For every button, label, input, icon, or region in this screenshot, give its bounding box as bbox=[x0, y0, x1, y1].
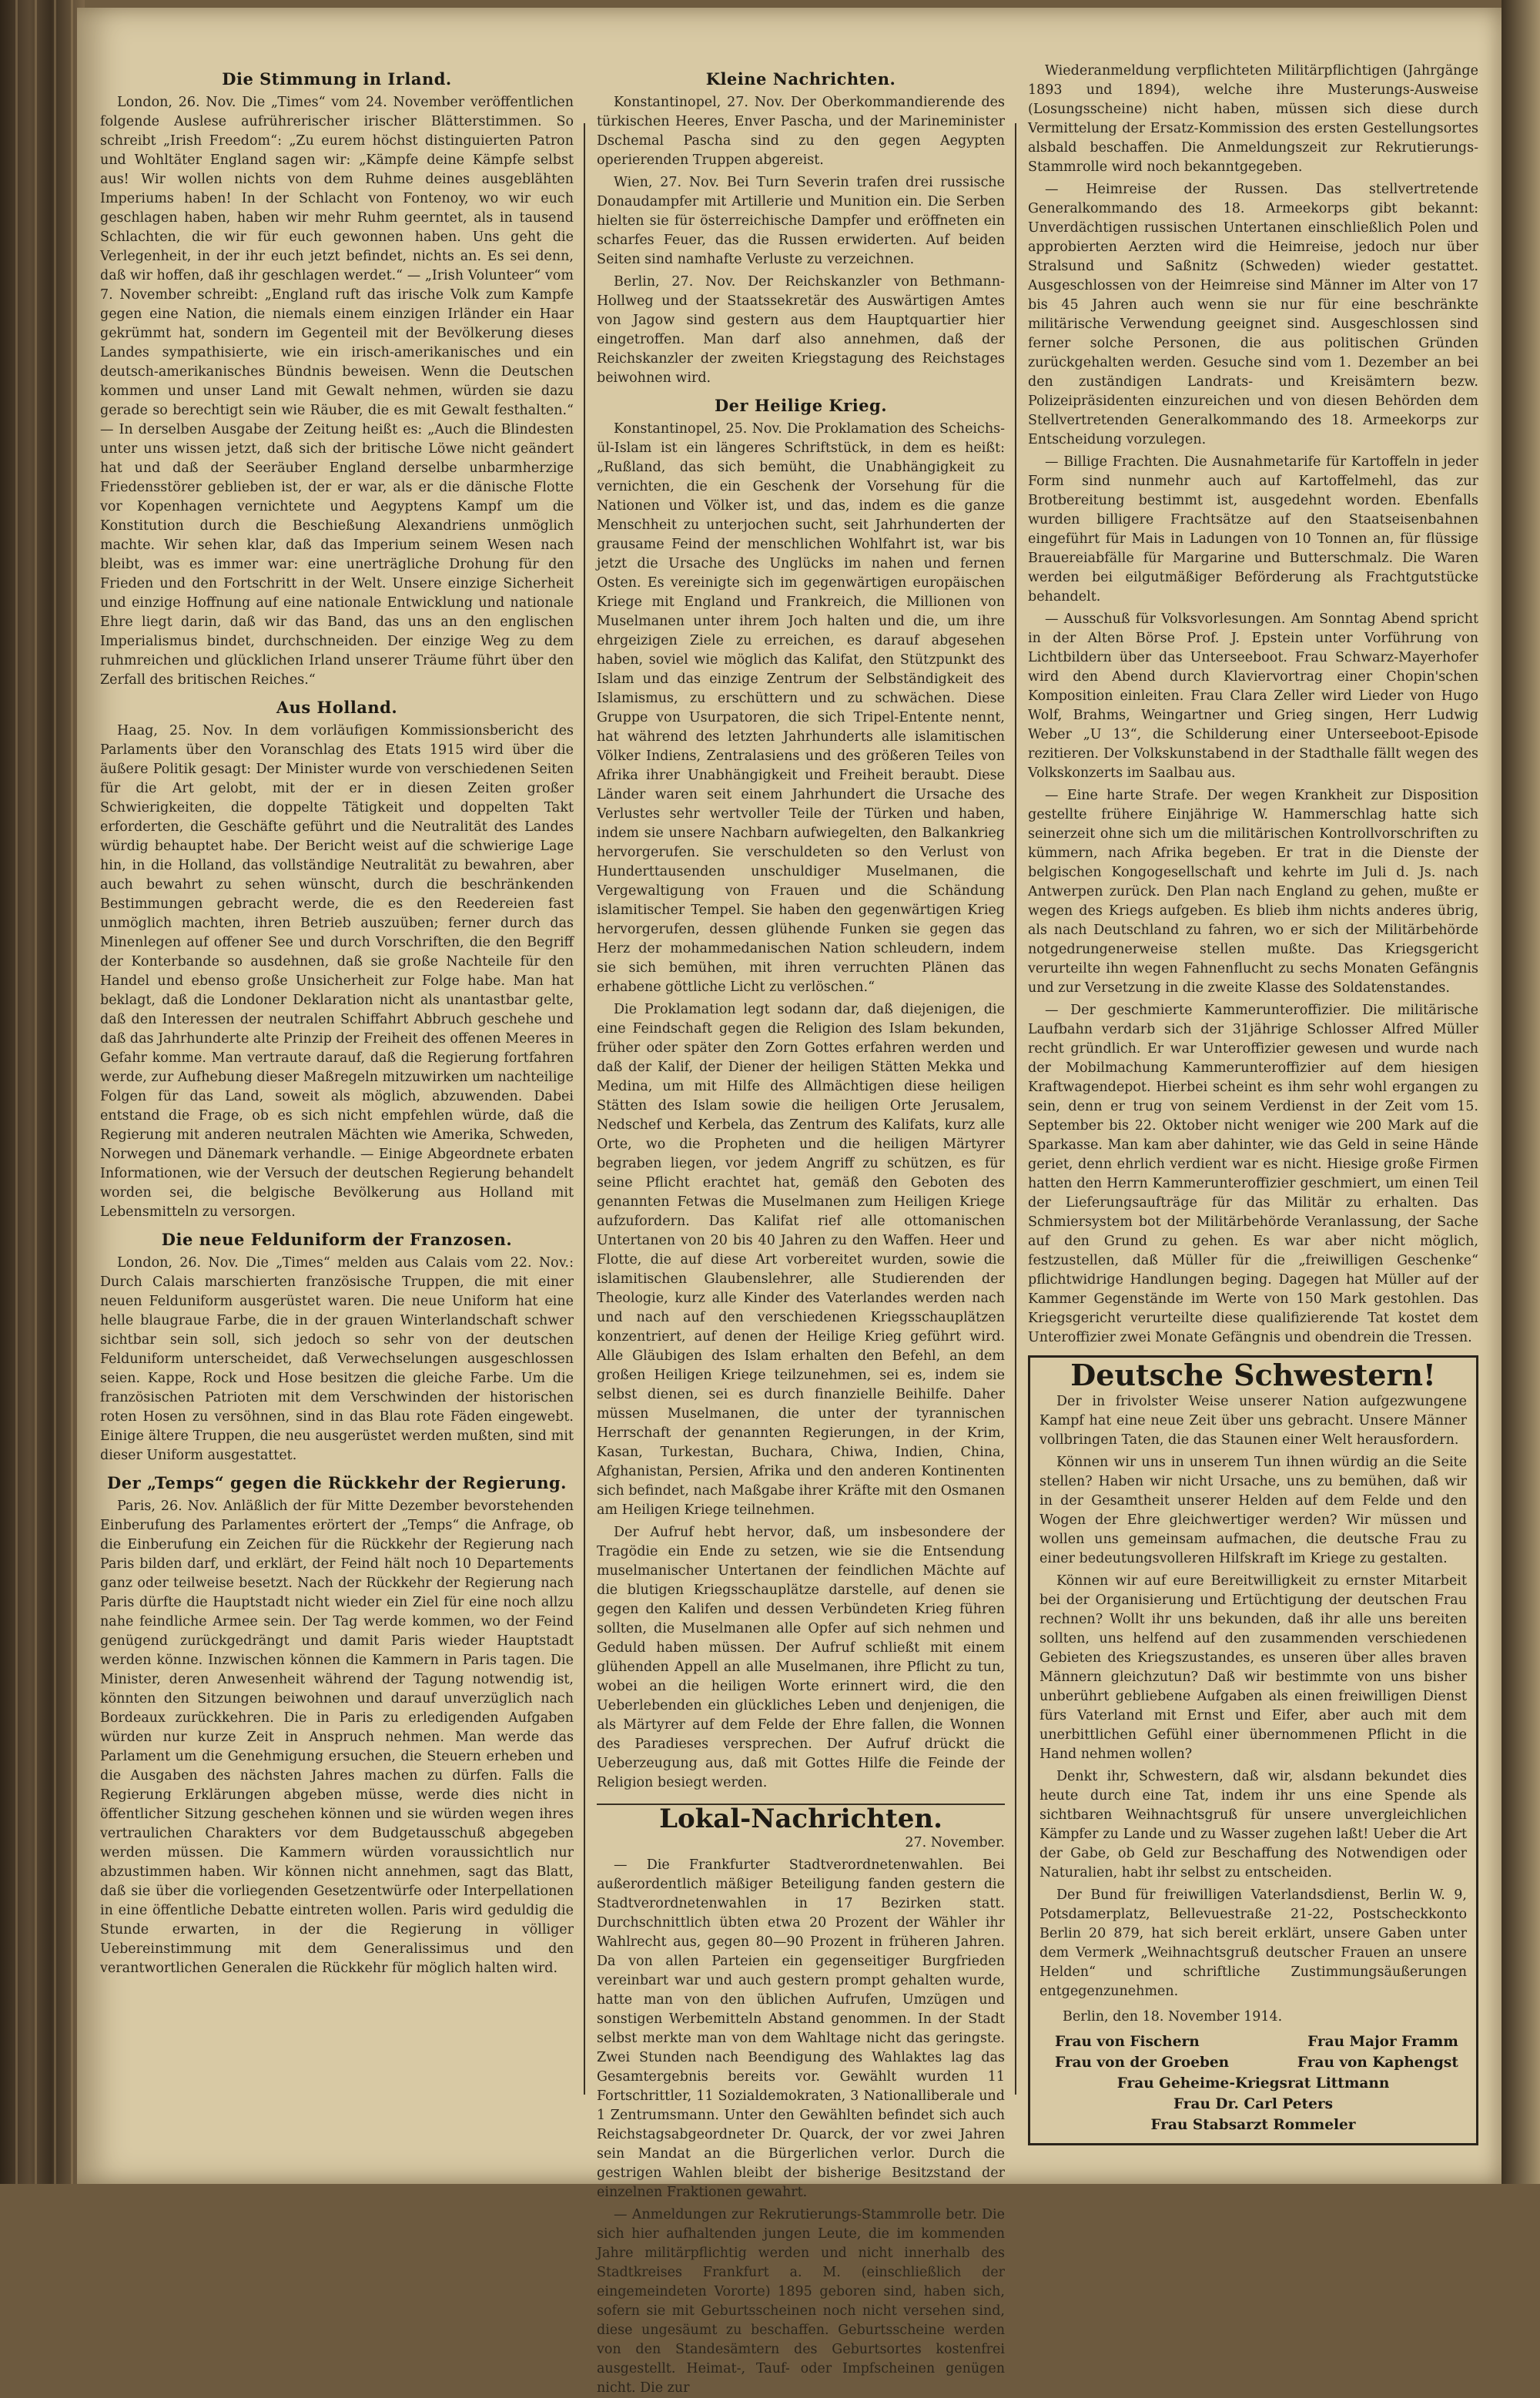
dateline: 27. November. bbox=[905, 1835, 1005, 1850]
article-paragraph: Haag, 25. Nov. In dem vorläufigen Kommissionsbericht des Parlaments über den Voranschlag des Etats 1915 wird über die äußere Politik gesagt: Der Minister wurde von verschiedenen Seiten für die Art gelobt, mit der er in diesen Zeiten großer Schwierigkeiten, die doppelte Tätigkeit und doppelten Takt erforderten, die Geschäfte geführt und die Neutralität des Landes würdig behauptet habe. Der Bericht weist auf die schwierige Lage hin, in die Holland, das vollständige Neutralität zu bewahren, aber auch bewahrt zu sehen wünscht, durch die beschränkenden Bestimmungen gebracht werde, die es den Reedereien fast unmöglich machten, ihren Betrieb auszuüben; ferner durch das Minenlegen auf offener See und durch Vorschriften, die den Begriff der Konterbande so ausdehnen, daß sie große Nachteile für den Handel und ebenso große Unsicherheit zur Folge habe. Man hat beklagt, daß die Londoner Deklaration nicht als unantastbar gelte, daß den Interessen der neutralen Schiffahrt Abbruch geschehe und daß das Jahrhunderte alte Prinzip der Freiheit des offenen Meeres in Gefahr komme. Man vertraute darauf, daß die Regierung fortfahren werde, zur Aufhebung dieser Maßregeln mitzuwirken um nachteilige Folgen für das Land, soweit als möglich, abzuwenden. Dabei entstand die Frage, ob es sich nicht empfehlen würde, daß die Regierung mit anderen neutralen Mächten wie Amerika, Schweden, Norwegen und Dänemark verhandle. — Einige Abgeordnete erbaten Informationen, wie der Versuch der deutschen Regierung behandelt worden sei, die belgische Bevölkerung aus Holland mit Lebensmitteln zu versorgen. bbox=[100, 723, 574, 1220]
signer: Frau von der Groeben bbox=[1055, 2055, 1230, 2071]
article-paragraph: Wiederanmeldung verpflichteten Militärpflichtigen (Jahrgänge 1893 und 1894), welche ihre Musterungs-Ausweise (Losungsscheine) nicht haben, müssen sich diese durch Vermittelung der Ersatz-Kommission des ersten Gestellungsortes alsbald beschaffen. Die Anmeldungszeit zur Rekrutierungs-Stammrolle wird noch bekanntgegeben. bbox=[1028, 63, 1478, 175]
article-paragraph: — Ausschuß für Volksvorlesungen. Am Sonntag Abend spricht in der Alten Börse Prof. J. Epstein unter Vorführung von Lichtbildern über das Unterseeboot. Frau Schwarz-Mayerhofer wird den Abend durch Klaviervortrag einer Chopin'schen Komposition einleiten. Frau Clara Zeller wird Lieder von Hugo Wolf, Brahms, Weingartner und Grieg singen, Herr Ludwig Weber „U 13“, die Schilderung einer Unterseeboot-Episode rezitieren. Der Volkskunstabend in der Stadthalle fällt wegen des Volkskonzerts im Saalbau aus. bbox=[1028, 611, 1478, 781]
appeal-paragraph: Der Bund für freiwilligen Vaterlandsdienst, Berlin W. 9, Potsdamerplatz, Bellevuestraße 21-22, Postscheckkonto Berlin 20 879, hat sich bereit erklärt, unsere Gaben unter dem Vermerk „Weihnachtsgruß deutscher Frauen an unsere Helden“ und schriftliche Zustimmungsäußerungen entgegenzunehmen. bbox=[1040, 1887, 1467, 1999]
article-paragraph: — Billige Frachten. Die Ausnahmetarife für Kartoffeln in jeder Form sind nunmehr auch auf Kartoffelmehl, das zur Brotbereitung bestimmt ist, ausgedehnt worden. Ebenfalls wurden billigere Frachtsätze auf den Staatseisenbahnen eingeführt für Mais in Ladungen von 10 Tonnen an, für flüssige Brauereiabfälle für Margarine und Butterschmalz. Die Waren werden bei eilgutmäßiger Beförderung als Frachtgutstücke behandelt. bbox=[1028, 454, 1478, 605]
article-paragraph: — Eine harte Strafe. Der wegen Krankheit zur Disposition gestellte frühere Einjährige W. Hammerschlag hatte sich seinerzeit ohne sich um die militärischen Kontrollvorschriften zu kümmern, nach Afrika begeben. Er trat in die Dienste der belgischen Kongogesellschaft und kehrte im Juli d. Js. nach Antwerpen zurück. Den Plan nach England zu gehen, mußte er wegen des Kriegs aufgeben. Es blieb ihm nichts anderes übrig, als nach Deutschland zu fahren, wo er sich der Militärbehörde notgedrungenerweise stellen mußte. Das Kriegsgericht verurteilte ihn wegen Fahnenflucht zu sechs Monaten Gefängnis und zur Versetzung in die zweite Klasse des Soldatenstandes. bbox=[1028, 788, 1478, 996]
article-ireland bbox=[100, 69, 574, 690]
article-kleine-nachrichten bbox=[597, 69, 1005, 388]
article-paragraph: Der Aufruf hebt hervor, daß, um insbesondere der Tragödie ein Ende zu setzen, wie sie die Entsendung muselmanischer Untertanen der feindlichen Mächte auf die blutigen Kriegsschauplätze darstelle, auf denen sie gegen den Kalifen und dessen Verbündeten Krieg führen sollten, die Muselmanen alle Opfer auf sich nehmen und Geduld haben müssen. Der Aufruf schließt mit einem glühenden Appell an alle Muselmanen, ihre Pflicht zu tun, wobei an die heiligen Worte erinnert wird, die den Ueberlebenden ein glückliches Leben und denjenigen, die als Märtyrer auf dem Felde der Ehre fallen, die Wonnen des Paradieses versprechen. Der Aufruf drückt die Ueberzeugung aus, daß mit Gottes Hilfe die Feinde der Religion besiegt werden. bbox=[597, 1525, 1005, 1790]
article-paragraph: London, 26. Nov. Die „Times“ vom 24. November veröffentlichen folgende Auslese aufrührerischer irischer Blätterstimmen. So schreibt „Irish Freedom“: „Zu eurem höchst distinguierten Patron und Wohltäter England sagen wir: „Kämpfe deine Kämpfe selbst aus! Wir wollen nichts von dem Ruhme deines ausgeblähten Imperiums haben! In der Schlacht von Fontenoy, wo wir euch geschlagen haben, haben wir mehr Ruhm geerntet, als in tausend Schlachten, die wir für euch gewonnen haben. Uns geht die Verlegenheit, in der ihr euch jetzt befindet, nichts an. Es sei denn, daß wir hoffen, daß ihr geschlagen werdet.“ — „Irish Volunteer“ vom 7. November schreibt: „England ruft das irische Volk zum Kampfe gegen eine Nation, die niemals einem einzigen Irländer ein Haar gekrümmt hat, sondern im Gegenteil mit der Bevölkerung dieses Landes sympathisierte, wie ein irisch-amerikanisches und ein deutsch-amerikanisches Bündnis beweisen. Wenn die Deutschen kommen und unser Land mit Gewalt nehmen, würden sie dazu gerade so berechtigt sein wie Räuber, die es mit Gewalt festhalten.“ — In derselben Ausgabe der Zeitung heißt es: „Auch die Blindesten unter uns wissen jetzt, daß sich der britische Löwe nicht geändert hat und daß der Seeräuber England derselbe unbarmherzige Friedensstörer geblieben ist, der er war, als er die dänische Flotte vor Kopenhagen vernichtete und Aegyptens Kampf um die Konstitution durch die Beschießung Alexandriens unmöglich machte. Wir sehen klar, daß das Imperium seinem Wesen nach bleibt, was es immer war: eine unerträgliche Drohung für den Frieden und den Fortschritt in der Welt. Unsere einzige Sicherheit und einzige Hoffnung auf eine nationale Entwicklung und nationale Ehre liegt darin, daß wir das Band, das uns an den englischen Imperialismus bindet, durchschneiden. Der einzige Weg zu dem ruhmreichen und glücklichen Irland unserer Träume führt über den Zerfall des britischen Reiches.“ bbox=[100, 95, 574, 688]
appeal-paragraph: Der in frivolster Weise unserer Nation aufgezwungene Kampf hat eine neue Zeit über uns gebracht. Unsere Männer vollbringen Taten, die das Staunen einer Welt herausfordern. bbox=[1040, 1394, 1467, 1448]
book-spine-edge bbox=[0, 0, 85, 2184]
appeal-paragraph: Können wir uns in unserem Tun ihnen würdig an die Seite stellen? Haben wir nicht Ursache, uns zu bemühen, daß wir in der Gesamtheit unserer Helden auf dem Felde und den Wogen der Ehre gleichwertiger werden? Wir müssen und wollen uns gemeinsam aufmachen, die deutsche Frau zu einer bedeutungsvolleren Hilfskraft im Kriege zu gestalten. bbox=[1040, 1455, 1467, 1566]
column-1 bbox=[100, 62, 574, 2141]
article-uniform bbox=[100, 1230, 574, 1465]
article-paragraph: Paris, 26. Nov. Anläßlich der für Mitte Dezember bevorstehenden Einberufung des Parlamentes erörtert der „Temps“ die Anfrage, ob die Einberufung ein Zeichen für die Rückkehr der Regierung nach Paris bilden darf, und erklärt, der Feind hält noch 10 Departements ganz oder teilweise besetzt. Nach der Rückkehr der Regierung nach Paris dürfte die Hauptstadt nicht wieder ein Ziel für eine noch allzu nahe feindliche Armee sein. Der Tag werde kommen, wo der Feind genügend zurückgedrängt und damit Paris wieder Hauptstadt werden könne. Inzwischen können die Kammern in Paris tagen. Die Minister, deren Anwesenheit während der Tagung notwendig ist, könnten den Sitzungen beiwohnen und darauf unverzüglich nach Bordeaux zurückkehren. Die in Paris zu erledigenden Aufgaben würden nur kurze Zeit in Anspruch nehmen. Man werde das Parlament um die Genehmigung ersuchen, die Steuern erheben und die Ausgaben des nächsten Jahres machen zu dürfen. Falls die Regierung Erklärungen abgeben müsse, werde dies nicht in öffentlicher Sitzung geschehen können und sie würden wegen ihres vertraulichen Charakters vor dem Budgetausschuß abgegeben werden müssen. Die Kammern würden voraussichtlich nur abzustimmen haben. Wir können nicht annehmen, sagt das Blatt, daß sie über die vorliegenden Gesetzentwürfe oder Interpellationen in eine öffentliche Debatte eintreten wollen. Paris wird geduldig die Stunde erwarten, in der die Regierung in völliger Uebereinstimmung mit dem Generalissimus und den verantwortlichen Generalen die Rückkehr für möglich halten wird. bbox=[100, 1499, 574, 1976]
article-headline: Kleine Nachrichten. bbox=[705, 69, 896, 89]
article-headline: Aus Holland. bbox=[276, 698, 398, 717]
article-temps bbox=[100, 1473, 574, 1978]
signer: Frau von Kaphengst bbox=[1297, 2055, 1458, 2071]
article-paragraph: — Die Frankfurter Stadtverordnetenwahlen. Bei außerordentlich mäßiger Beteiligung fanden gestern die Stadtverordnetenwahlen in 17 Bezirken statt. Durchschnittlich übten etwa 20 Prozent der Wähler ihr Wahlrecht aus, gegen 80—90 Prozent in früheren Jahren. Da von allen Parteien ein gegenseitiger Burgfrieden vereinbart war und auch gestern prompt gehalten wurde, hatte man von den üblichen Aufrufen, Umzügen und sonstigen Werbemitteln Abstand genommen. In der Stadt selbst merkte man von dem Wahltage nicht das geringste. Zwei Stunden nach Beendigung des Wahlaktes lag das Gesamtergebnis bereits vor. Gewählt wurden 11 Fortschrittler, 11 Sozialdemokraten, 3 Nationalliberale und 1 Zentrumsmann. Unter den Gewählten befindet sich auch Reichstagsabgeordneter Dr. Quarck, der vor zwei Jahren sein Mandat an die Bürgerlichen verlor. Durch die gestrigen Wahlen bleibt der bisherige Besitzstand der einzelnen Fraktionen gewahrt. bbox=[597, 1857, 1005, 2200]
appeal-box bbox=[1028, 1355, 1478, 2145]
signer: Frau Stabsarzt Rommeler bbox=[1150, 2117, 1356, 2133]
column-rule bbox=[584, 123, 585, 2095]
appeal-title: Deutsche Schwestern! bbox=[1070, 1358, 1436, 1392]
article-headline: Der Heilige Krieg. bbox=[714, 396, 888, 415]
article-paragraph: — Heimreise der Russen. Das stellvertretende Generalkommando des 18. Armeekorps gibt bekannt: Unverdächtigen russischen Untertanen einschließlich Polen und approbierten Aerzten wird die Heimreise, jedoch nur über Stralsund und Saßnitz (Schweden) wieder gestattet. Ausgeschlossen von der Heimreise sind Männer im Alter von 17 bis 45 Jahren auch wenn sie nur für eine beschränkte militärische Verwendung geeignet sind. Ausgeschlossen sind ferner solche Personen, die aus politischen Gründen zurückgehalten werden. Gesuche sind vom 1. Dezember an bei den zuständigen Landrats- und Kreisämtern bezw. Polizeipräsidenten einzureichen und von diesen Behörden dem Stellvertretenden Generalkommando des 18. Armeekorps zur Entscheidung vorzulegen. bbox=[1028, 182, 1478, 447]
article-paragraph: Berlin, 27. Nov. Der Reichskanzler von Bethmann-Hollweg und der Staatssekretär des Auswärtigen Amtes von Jagow sind gestern aus dem Hauptquartier hier eingetroffen. Man darf also annehmen, daß der Reichskanzler der zweiten Kriegstagung des Reichstages beiwohnen wird. bbox=[597, 274, 1005, 386]
article-paragraph: London, 26. Nov. Die „Times“ melden aus Calais vom 22. Nov.: Durch Calais marschierten französische Truppen, die mit einer neuen Felduniform ausgerüstet waren. Die neue Uniform hat eine helle blaugraue Farbe, die in der grauen Winterlandschaft schwer sichtbar sein soll, sich jedoch so sehr von der deutschen Felduniform unterscheidet, daß Verwechselungen ausgeschlossen seien. Kappe, Rock und Hose besitzen die gleiche Farbe. Um die französischen Patrioten mit dem Verschwinden der historischen roten Hosen zu versöhnen, sind in das Blau rote Fäden eingewebt. Einige ältere Truppen, die neu ausgerüstet werden mußten, sind mit dieser Uniform ausgestattet. bbox=[100, 1255, 574, 1463]
column-2 bbox=[597, 62, 1005, 2396]
article-heiliger-krieg bbox=[597, 396, 1005, 1793]
column-3 bbox=[1028, 62, 1478, 2141]
signer: Frau Major Framm bbox=[1307, 2034, 1458, 2050]
article-paragraph: — Anmeldungen zur Rekrutierungs-Stammrolle betr. Die sich hier aufhaltenden jungen Leute, die im kommenden Jahre militärpflichtig werden und nicht innerhalb des Stadtkreises Frankfurt a. M. (einschließlich der eingemeindeten Vororte) 1895 geboren sind, haben sich, sofern sie mit Geburtsscheinen noch nicht versehen sind, diese ungesäumt zu beschaffen. Geburtsscheine werden von den Standesämtern des Geburtsortes kostenfrei ausgestellt. Heimat-, Tauf- oder Impfscheinen genügen nicht. Die zur bbox=[597, 2207, 1005, 2396]
signer: Frau Geheime-Kriegsrat Littmann bbox=[1116, 2075, 1390, 2092]
appeal-paragraph: Denkt ihr, Schwestern, daß wir, alsdann bekundet dies heute durch eine Tat, indem ihr uns eine Spende als sichtbaren Weihnachtsgruß für unsere unvergleichlichen Kämpfer zu Lande und zu Wasser zugehen laßt! Ueber die Art der Gabe, ob Geld zur Beschaffung des Notwendigen oder Naturalien, habt ihr selbst zu entscheiden. bbox=[1040, 1769, 1467, 1881]
section-headline: Lokal-Nachrichten. bbox=[597, 1804, 1005, 1829]
signer-list bbox=[1040, 2031, 1467, 2135]
signer: Frau Dr. Carl Peters bbox=[1173, 2096, 1333, 2112]
next-page-edge bbox=[1502, 0, 1540, 2184]
article-paragraph: Wien, 27. Nov. Bei Turn Severin trafen drei russische Donaudampfer mit Artillerie und Munition ein. Die Serben hielten sie für österreichische Dampfer und eröffneten ein scharfes Feuer, das die Russen erwiderten. Auf beiden Seiten sind namhafte Verluste zu verzeichnen. bbox=[597, 175, 1005, 267]
article-paragraph: Konstantinopel, 25. Nov. Die Proklamation des Scheichs-ül-Islam ist ein längeres Schriftstück, in dem es heißt: „Rußland, das sich bemüht, die Unabhängigkeit zu vernichten, die ein Geschenk der Vorsehung für die Nationen und Völker ist, und das, indem es die ganze Menschheit zu unterjochen sucht, seit Jahrhunderten der grausame Feind der menschlichen Wohlfahrt ist, war bis jetzt die Ursache des Unglücks im nahen und fernen Osten. Es vereinigte sich im gegenwärtigen europäischen Kriege mit England und Frankreich, die Millionen von Muselmanen unter ihrem Joch halten und die, um ihre ehrgeizigen Ziele zu erreichen, es darauf abgesehen haben, soviel wie möglich das Kalifat, den Stützpunkt des Islam und das einzige Zentrum der Selbständigkeit des Islamismus, zu erschüttern und zu schwächen. Diese Gruppe von Usurpatoren, die sich Tripel-Entente nennt, hat während des letzten Jahrhunderts alle islamitischen Völker Indiens, Zentralasiens und des größeren Teiles von Afrika ihrer Unabhängigkeit und Freiheit beraubt. Diese Länder waren seit einem Jahrhundert die Ursache des Verlustes sehr wertvoller Teile der Türken und haben, indem sie unsere Nachbarn aufwiegelten, den Balkankrieg hervorgerufen. Sie verschuldeten so den Verlust von Hunderttausenden unschuldiger Muselmanen, die Vergewaltigung von Frauen und die Schändung islamitischer Tempel. Sie haben den gegenwärtigen Krieg hervorgerufen, dessen glühende Funken sie gegen das Herz der mohammedanischen Nation schleudern, indem sie sich bemühen, mit ihren verruchten Plänen das erhabene göttliche Licht zu verlöschen.“ bbox=[597, 421, 1005, 995]
article-paragraph: Konstantinopel, 27. Nov. Der Oberkommandierende des türkischen Heeres, Enver Pascha, und der Marineminister Dschemal Pascha sind zu den gegen Aegypten operierenden Truppen abgereist. bbox=[597, 95, 1005, 168]
article-headline: Der „Temps“ gegen die Rückkehr der Regierung. bbox=[107, 1473, 567, 1492]
signer: Frau von Fischern bbox=[1055, 2034, 1200, 2050]
appeal-paragraph: Können wir auf eure Bereitwilligkeit zu ernster Mitarbeit bei der Organisierung und Ertüchtigung der deutschen Frau rechnen? Wollt ihr uns bekunden, daß ihr alle uns bereiten sollten, uns helfend auf den zusammenden verschiedenen Gebieten des Kriegszustandes, es unseren über alles braven Männern gleichzutun? Daß wir bestimmte von uns bisher unberührt gebliebene Aufgaben als einen freiwilligen Dienst fürs Vaterland mit Ernst und Eifer, aber auch mit dem unerbittlichen Gefühl einer übernommenen Pflicht in die Hand nehmen wollen? bbox=[1040, 1573, 1467, 1762]
article-headline: Die Stimmung in Irland. bbox=[222, 69, 452, 89]
column-rule bbox=[1015, 123, 1016, 2095]
article-holland bbox=[100, 698, 574, 1222]
article-paragraph: Die Proklamation legt sodann dar, daß diejenigen, die eine Feindschaft gegen die Religion des Islam bekunden, früher oder später den Zorn Gottes erfahren werden und daß der Kalif, der Diener der heiligen Stätten Mekka und Medina, um mit Hilfe des Allmächtigen diese heiligen Stätten des Islam sowie die heiligen Orte Jerusalem, Nedschef und Kerbela, das Zentrum des Kalifats, kurz alle Orte, wo die Propheten und die heiligen Märtyrer begraben liegen, vor jedem Angriff zu schützen, es für seine Pflicht erachtet hat, gemäß den Geboten des genannten Fetwas die Muselmanen zum Heiligen Kriege aufzufordern. Das Kalifat rief alle ottomanischen Untertanen von 20 bis 40 Jahren zu den Waffen. Heer und Flotte, die auf diese Art vorbereitet wurden, sowie die islamitischen Glaubenslehrer, alle Studierenden der Theologie, kurz alle Kinder des Vaterlandes werden nach und nach auf den verschiedenen Kriegsschauplätzen konzentriert, auf denen der Heilige Krieg geführt wird. Alle Gläubigen des Islam erhalten den Befehl, an dem großen Heiligen Kriege teilzunehmen, sei es, indem sie selbst dienen, sei es durch finanzielle Beihilfe. Daher müssen Muselmanen, die unter der tyrannischen Herrschaft der genannten Regierungen, in der Krim, Kasan, Turkestan, Buchara, Chiwa, Indien, China, Afghanistan, Persien, Afrika und den anderen Kontinenten sich befindet, nach Maßgabe ihrer Kräfte mit den Osmanen am Heiligen Kriege teilnehmen. bbox=[597, 1002, 1005, 1518]
section-lokal-nachrichten bbox=[597, 1804, 1005, 2398]
appeal-signoff: Berlin, den 18. November 1914. bbox=[1063, 2009, 1283, 2025]
article-headline: Die neue Felduniform der Franzosen. bbox=[161, 1230, 513, 1249]
article-paragraph: — Der geschmierte Kammerunteroffizier. Die militärische Laufbahn verdarb sich der 31jährige Schlosser Alfred Müller recht gründlich. Er war Unteroffizier gewesen und wurde nach der Mobilmachung Kammerunteroffizier auf dem hiesigen Kraftwagendepot. Hierbei scheint es ihm sehr wohl ergangen zu sein, denn er trug von seinem Verdienst in der Zeit vom 15. September bis 22. Oktober nicht weniger wie 200 Mark auf die Sparkasse. Man kam aber dahinter, wie das Geld in seine Hände geriet, denn ehrlich verdient war es nicht. Hiesige große Firmen hatten den Herrn Kammerunteroffizier geschmiert, um einen Teil der Lieferungsaufträge für das Militär zu erhalten. Das Schmiersystem bot der Militärbehörde Veranlassung, der Sache auf den Grund zu gehen. Es war aber nicht möglich, festzustellen, daß Müller für die „freiwilligen Geschenke“ pflichtwidrige Handlungen beging. Dagegen hat Müller auf der Kammer Gegenstände im Werte von 150 Mark gestohlen. Das Kriegsgericht verurteilte diese qualifizierende Tat kostet dem Unteroffizier zwei Monate Gefängnis und obendrein die Tressen. bbox=[1028, 1003, 1478, 1345]
